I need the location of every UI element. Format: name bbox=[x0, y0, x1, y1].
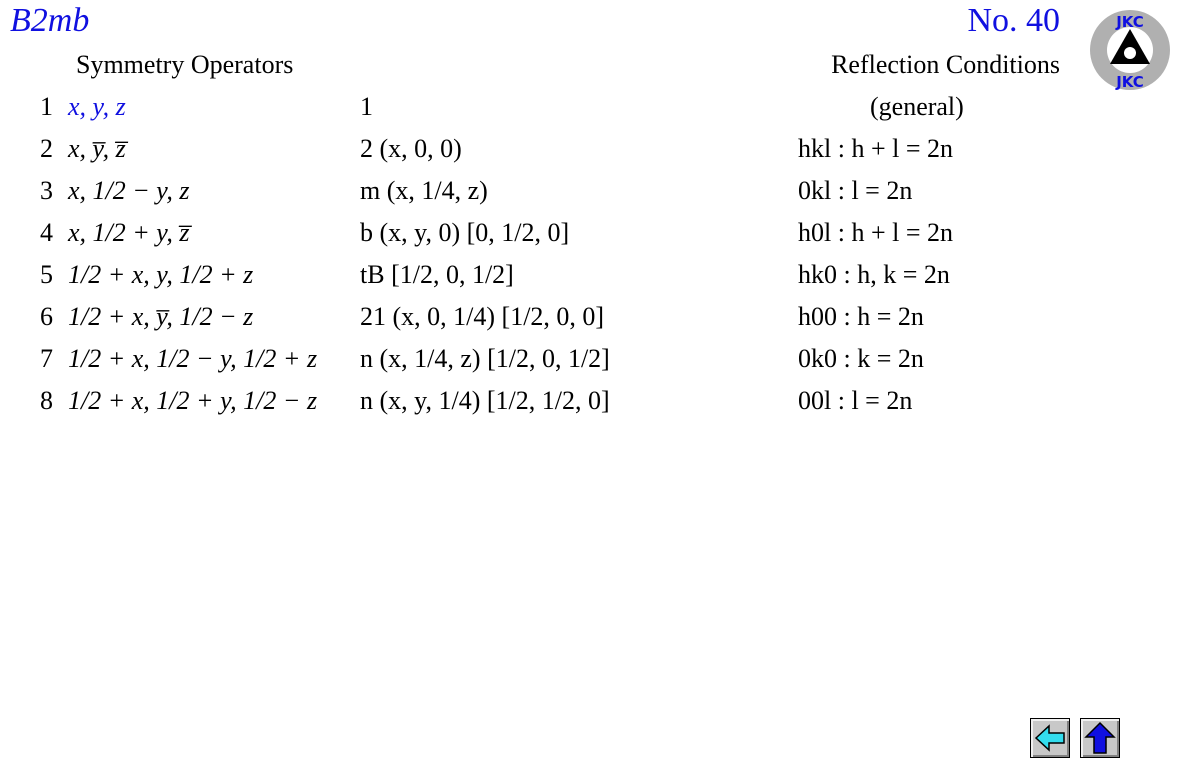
symmetry-operation: b (x, y, 0) [0, 1/2, 0] bbox=[360, 218, 570, 247]
symmetry-row-8 bbox=[0, 386, 1180, 428]
row-index: 4 bbox=[40, 218, 53, 247]
logo-text-top: JKC bbox=[1116, 13, 1144, 31]
symmetry-operation: m (x, 1/4, z) bbox=[360, 176, 488, 205]
back-button[interactable] bbox=[1030, 718, 1070, 758]
jkc-logo-icon bbox=[1089, 9, 1171, 91]
coordinate-triplet[interactable]: x, y, z bbox=[68, 92, 126, 121]
symmetry-row-5 bbox=[0, 260, 1180, 302]
row-index: 3 bbox=[40, 176, 53, 205]
space-group-number: No. 40 bbox=[967, 2, 1060, 39]
symmetry-row-1 bbox=[0, 92, 1180, 134]
reflection-condition: hk0 : h, k = 2n bbox=[798, 260, 950, 289]
reflection-conditions-heading: Reflection Conditions bbox=[831, 50, 1060, 79]
symmetry-operation: n (x, y, 1/4) [1/2, 1/2, 0] bbox=[360, 386, 610, 415]
row-index: 8 bbox=[40, 386, 53, 415]
reflection-condition: hkl : h + l = 2n bbox=[798, 134, 953, 163]
row-index: 1 bbox=[40, 92, 53, 121]
symmetry-row-7 bbox=[0, 344, 1180, 386]
reflection-condition: h00 : h = 2n bbox=[798, 302, 924, 331]
reflection-condition: 00l : l = 2n bbox=[798, 386, 913, 415]
coordinate-triplet: 1/2 + x, 1/2 − y, 1/2 + z bbox=[68, 344, 318, 373]
symmetry-operation: 1 bbox=[360, 92, 373, 121]
symmetry-row-6 bbox=[0, 302, 1180, 344]
coordinate-triplet: 1/2 + x, y, 1/2 + z bbox=[68, 260, 254, 289]
reflection-conditions-subheading: (general) bbox=[870, 92, 964, 121]
reflection-condition: 0kl : l = 2n bbox=[798, 176, 913, 205]
symmetry-operation: n (x, 1/4, z) [1/2, 0, 1/2] bbox=[360, 344, 610, 373]
symmetry-operation: tB [1/2, 0, 1/2] bbox=[360, 260, 514, 289]
coordinate-triplet: x, 1/2 − y, z bbox=[68, 176, 190, 205]
space-group-symbol: B2mb bbox=[10, 2, 90, 39]
symmetry-operation: 2 (x, 0, 0) bbox=[360, 134, 462, 163]
symmetry-row-2 bbox=[0, 134, 1180, 176]
coordinate-triplet: 1/2 + x, 1/2 + y, 1/2 − z bbox=[68, 386, 318, 415]
symmetry-operation: 21 (x, 0, 1/4) [1/2, 0, 0] bbox=[360, 302, 605, 331]
row-index: 5 bbox=[40, 260, 53, 289]
row-index: 7 bbox=[40, 344, 53, 373]
row-index: 6 bbox=[40, 302, 53, 331]
symmetry-row-3 bbox=[0, 176, 1180, 218]
coordinate-triplet: x, 1/2 + y, z̅ bbox=[68, 218, 190, 247]
symmetry-row-4 bbox=[0, 218, 1180, 260]
reflection-condition: 0k0 : k = 2n bbox=[798, 344, 924, 373]
up-button[interactable] bbox=[1080, 718, 1120, 758]
coordinate-triplet: x, y̅, z̅ bbox=[68, 134, 126, 163]
up-arrow-icon bbox=[1081, 719, 1119, 757]
reflection-condition: h0l : h + l = 2n bbox=[798, 218, 953, 247]
left-arrow-icon bbox=[1031, 719, 1069, 757]
coordinate-triplet: 1/2 + x, y̅, 1/2 − z bbox=[68, 302, 254, 331]
symmetry-operators-heading: Symmetry Operators bbox=[76, 50, 294, 79]
row-index: 2 bbox=[40, 134, 53, 163]
logo-text-bottom: JKC bbox=[1116, 73, 1144, 91]
